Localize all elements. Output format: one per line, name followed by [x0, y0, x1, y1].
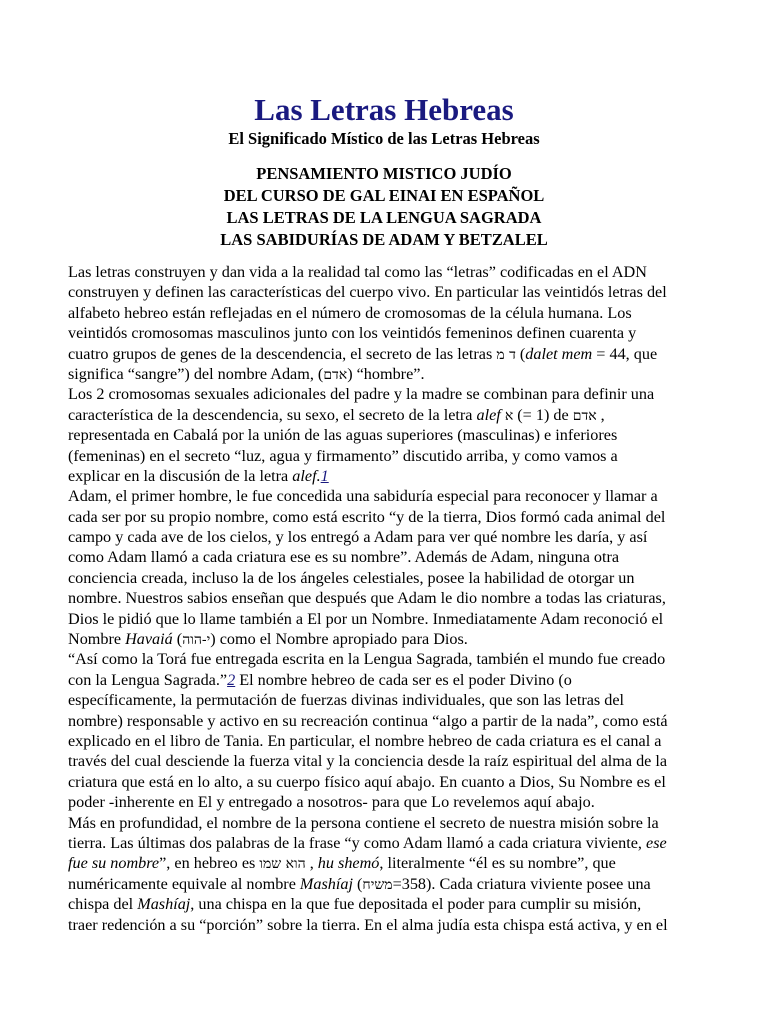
- italic-term: Mashíaj: [299, 874, 353, 893]
- text-run: cada ser por su propio nombre, como está escrito “y de la tierra, Dios formó cada animal del: [68, 507, 666, 526]
- text-run: veintidós cromosomas masculinos junto con los veintidós femeninos definen cuarenta y: [68, 324, 637, 343]
- hebrew-word: אדם: [572, 407, 597, 424]
- text-run: cuatro grupos de genes de la descendencia, el secreto de las letras: [68, 344, 497, 363]
- footnote-link[interactable]: 2: [227, 670, 236, 689]
- text-line: [68, 282, 708, 302]
- hebrew-word: משיח: [362, 876, 393, 893]
- text-run: criatura que está en lo alto, a su cuerpo físico aquí abajo. En cuanto a Dios, Su Nombre es el: [68, 772, 666, 791]
- italic-term: Mashíaj: [137, 895, 191, 914]
- body-text: [68, 262, 708, 935]
- text-run: explicar en la discusión de la letra: [68, 466, 293, 485]
- text-run: nombre) responsable y activo en su recreación continua “algo a partir de la nada”, como está: [68, 711, 668, 730]
- text-run: como Adam llamó a cada criatura ese es su nombre”. Además de Adam, ninguna otra: [68, 548, 620, 567]
- text-line: [68, 364, 708, 384]
- page-subtitle: El Significado Místico de las Letras Hebreas: [228, 129, 540, 148]
- text-line: [68, 833, 708, 853]
- text-line: [68, 486, 708, 506]
- text-run: = 44, que: [592, 344, 658, 363]
- page-title: Las Letras Hebreas: [254, 92, 514, 127]
- text-run: Más en profundidad, el nombre de la persona contiene el secreto de nuestra misión sobre la: [68, 813, 659, 832]
- italic-term: hu shemó: [317, 854, 380, 873]
- text-run: numéricamente equivale al nombre: [68, 874, 300, 893]
- heading-line: LAS LETRAS DE LA LENGUA SAGRADA: [226, 208, 542, 227]
- text-run: chispa del: [68, 895, 138, 914]
- text-run: , una chispa en la que fue depositada el poder para cumplir su misión,: [190, 895, 642, 914]
- text-run: (: [172, 630, 183, 649]
- text-run: “Así como la Torá fue entregada escrita en la Lengua Sagrada, también el mundo fue creado: [68, 650, 666, 669]
- text-line: [68, 466, 708, 486]
- text-line: [68, 527, 708, 547]
- text-run: Adam, el primer hombre, le fue concedida una sabiduría especial para reconocer y llamar a: [68, 487, 658, 506]
- text-run: ) “hombre”.: [347, 364, 425, 383]
- text-run: El nombre hebreo de cada ser es el poder Divino (o: [235, 670, 572, 689]
- text-line: [68, 649, 708, 669]
- text-line: [68, 568, 708, 588]
- text-line: [68, 874, 708, 894]
- text-run: conciencia creada, incluso la de los ángeles celestiales, posee la habilidad de otorgar un: [68, 568, 635, 587]
- heading-line: LAS SABIDURÍAS DE ADAM Y BETZALEL: [220, 230, 548, 249]
- text-line: [68, 751, 708, 771]
- text-run: ,: [305, 854, 318, 873]
- text-run: ) como el Nombre apropiado para Dios.: [210, 630, 468, 649]
- text-run: con la Lengua Sagrada.”: [68, 670, 228, 689]
- text-run: Las letras construyen y dan vida a la realidad tal como las “letras” codificadas en el ADN: [68, 263, 647, 281]
- text-run: ,: [596, 405, 605, 424]
- text-run: Dios le pidió que lo llame también a El por un Nombre. Inmediatamente Adam reconoció el: [68, 609, 664, 628]
- hebrew-word: הוא שמו: [259, 856, 306, 873]
- text-run: =358). Cada criatura viviente posee una: [392, 874, 651, 893]
- text-run: (femeninas) en el secreto “luz, agua y firmamento” discutido arriba, y como vamos a: [68, 446, 618, 465]
- text-line: [68, 731, 708, 751]
- text-run: campo y cada ave de los cielos, y los entregó a Adam para ver qué nombre les daría, y así: [68, 528, 648, 547]
- text-line: [68, 384, 708, 404]
- text-line: [68, 813, 708, 833]
- text-line: [68, 262, 708, 282]
- text-run: poder -inherente en El y entregado a nosotros- para que Lo revelemos aquí abajo.: [68, 793, 595, 812]
- text-line: [68, 323, 708, 343]
- italic-term: ese: [646, 833, 667, 852]
- course-headings: [0, 163, 768, 251]
- text-run: explicado en el libro de Tania. En particular, el nombre hebreo de cada criatura es el canal a: [68, 731, 662, 750]
- heading-line: DEL CURSO DE GAL EINAI EN ESPAÑOL: [223, 186, 545, 205]
- text-line: [68, 425, 708, 445]
- text-run: , literalmente “él es su nombre”, que: [379, 854, 616, 873]
- text-run: representada en Cabalá por la unión de las aguas superiores (masculinas) e inferiores: [68, 426, 618, 445]
- text-run: alfabeto hebreo están reflejadas en el número de cromosomas de la célula humana. Los: [68, 303, 632, 322]
- heading-line: PENSAMIENTO MISTICO JUDÍO: [256, 164, 512, 183]
- italic-term: alef.: [292, 466, 321, 485]
- text-run: través del cual desciende la fuerza vital y la conciencia desde la raíz espiritual del alma de la: [68, 752, 668, 771]
- text-run: específicamente, la permutación de fuerzas divinas individuales, que son las letras del: [68, 691, 625, 710]
- text-line: [68, 670, 708, 690]
- text-run: nombre. Nuestros sabios enseñan que después que Adam le dio nombre a todas las criaturas,: [68, 589, 666, 608]
- text-run: ”, en hebreo es: [159, 854, 260, 873]
- italic-term: dalet mem: [525, 344, 593, 363]
- text-line: [68, 711, 708, 731]
- hebrew-word: א: [504, 407, 514, 424]
- text-line: [68, 629, 708, 649]
- text-line: [68, 303, 708, 323]
- italic-term: Havaiá: [125, 630, 173, 649]
- text-run: traer redención a su “porción” sobre la tierra. En el alma judía esta chispa está activa, y en el: [68, 915, 668, 934]
- footnote-link[interactable]: 1: [320, 466, 329, 485]
- text-line: [68, 792, 708, 812]
- text-run: (: [352, 874, 363, 893]
- text-run: Nombre: [68, 630, 126, 649]
- italic-term: fue su nombre: [68, 854, 160, 873]
- text-run: tierra. Las últimas dos palabras de la frase “y como Adam llamó a cada criatura viviente,: [68, 833, 647, 852]
- text-line: [68, 772, 708, 792]
- hebrew-word: אדם: [323, 366, 348, 383]
- text-line: [68, 894, 708, 914]
- hebrew-word: ד מ: [496, 346, 516, 363]
- text-run: (= 1) de: [513, 405, 573, 424]
- text-line: [68, 853, 708, 873]
- text-run: construyen y definen las características del cuerpo vivo. En particular las veintidós letras del: [68, 283, 667, 302]
- text-run: (: [515, 344, 526, 363]
- text-line: [68, 547, 708, 567]
- text-line: [68, 405, 708, 425]
- text-run: significa “sangre”) del nombre Adam, (: [68, 364, 324, 383]
- text-run: Los 2 cromosomas sexuales adicionales del padre y la madre se combinan para definir una: [68, 385, 655, 404]
- hebrew-word: י-הוה: [182, 632, 211, 649]
- text-line: [68, 915, 708, 935]
- text-line: [68, 507, 708, 527]
- text-line: [68, 446, 708, 466]
- text-line: [68, 609, 708, 629]
- text-line: [68, 690, 708, 710]
- italic-term: alef: [476, 405, 501, 424]
- text-line: [68, 588, 708, 608]
- text-run: característica de la descendencia, su sexo, el secreto de la letra: [68, 405, 477, 424]
- text-line: [68, 344, 708, 364]
